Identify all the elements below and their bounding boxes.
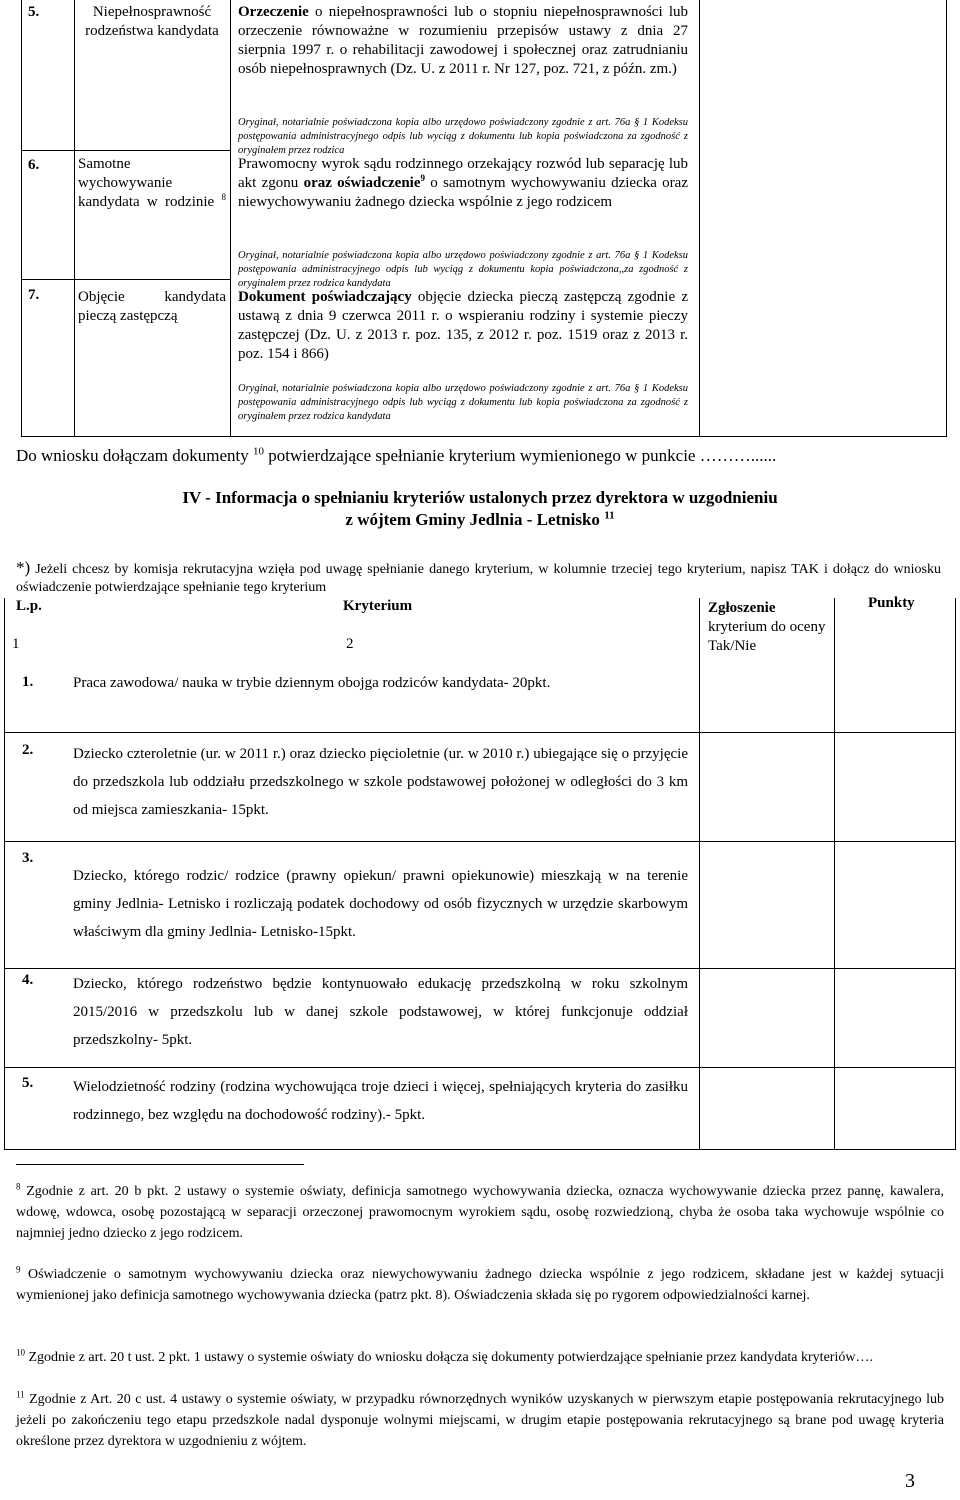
- header-lp: L.p.: [16, 598, 42, 614]
- footnote: [16, 1347, 944, 1368]
- footnote-ref: 8: [221, 192, 226, 202]
- section-title-line: IV - Informacja o spełnianiu kryteriów ustalonych przez dyrektora w uzgodnieniu: [182, 488, 778, 507]
- footnote-number: 9: [16, 1264, 21, 1275]
- header-col-1: 1: [12, 636, 20, 652]
- row-number: 7.: [28, 287, 40, 303]
- required-document: [238, 155, 688, 212]
- table-border: [4, 968, 956, 969]
- attachments-text: potwierdzające spełnianie kryterium wymienionego w punkcie ………......: [264, 446, 777, 465]
- section-title: [0, 487, 960, 531]
- row-number: 5.: [28, 4, 40, 20]
- document-title: Orzeczenie: [238, 4, 309, 20]
- footnote-ref: 9: [420, 173, 425, 183]
- section-title-line: [0, 509, 960, 531]
- footnote-text: Zgodnie z art. 20 b pkt. 2 ustawy o systemie oświaty, definicja samotnego wychowywania dziecka, oznacza wychowywanie dziecka przez pannę, kawalera, wdowę, wdowca, osobę pozostającą w separacji orzeczonej prawomocnym wyrokiem sądu, osobę rozwiedzioną, chyba że osoba taka wychowuje wspólnie co najmniej jedno dziecko z jego rodzicem.: [16, 1184, 945, 1241]
- document-description: o samotnym wychowywaniu dziecka oraz niewychowywaniu żadnego dziecka wspólnie z jego rodzicem: [238, 175, 688, 210]
- footnote: [16, 1264, 944, 1306]
- footnote-text: Zgodnie z Art. 20 c ust. 4 ustawy o systemie oświaty, w przypadku równorzędnych wyników uzyskanych w pierwszym etapie postępowania rekrutacyjnego lub jeżeli po zakończeniu tego etapu przedszkole nadal dysponuje wolnymi miejscami, w drugim etapie postępowania rekrutacyjnego są brane pod uwagę kryteria określone przez dyrektora w uzgodnieniu z wójtem.: [16, 1392, 944, 1449]
- document-description: Prawomocny wyrok sądu rodzinnego orzekający rozwód lub separację lub akt zgonu: [238, 156, 688, 191]
- table-border: [230, 0, 231, 436]
- document-description: o niepełnosprawności lub o stopniu niepełnosprawności lub orzeczenie równoważne w rozumieniu przepisów ustawy z dnia 27 sierpnia 1997 r. o rehabilitacji zawodowej i społecznej oraz zatrudnianiu osób niepełnosprawnych (Dz. U. z 2011 r. Nr 127, poz. 721, z późn. zm.): [238, 4, 688, 77]
- row-number: 4.: [22, 972, 34, 988]
- criterion-text: Dziecko, którego rodzic/ rodzice (prawny opiekun/ prawni opiekunowie) mieszkają w na terenie gminy Jedlnia- Letnisko i rozliczają podatek dochodowy od osób fizycznych w urzędzie skarbowym właściwym dla gminy Jedlnia- Letnisko-15pkt.: [73, 868, 688, 940]
- row-number: 3.: [22, 850, 34, 866]
- table-border: [946, 0, 947, 436]
- footnote-ref: 10: [253, 445, 265, 458]
- footnote-text: Zgodnie z art. 20 t ust. 2 pkt. 1 ustawy o systemie oświaty do wniosku dołącza się dokumenty potwierdzające spełnianie przez kandydata kryteriów….: [28, 1350, 873, 1365]
- table-border: [4, 1067, 956, 1068]
- criterion-name: Objęcie kandydata pieczą zastępczą: [78, 289, 226, 324]
- footnote-ref: 11: [604, 509, 615, 522]
- footnote-number: 10: [16, 1347, 25, 1358]
- footnote: [16, 1389, 944, 1452]
- header-col-2: 2: [346, 636, 354, 652]
- table-border: [699, 0, 700, 436]
- page-number: 3: [905, 1470, 915, 1492]
- header-kryterium: Kryterium: [343, 598, 413, 614]
- footnote-number: 11: [16, 1389, 25, 1400]
- row-number: 2.: [22, 742, 34, 758]
- row-number: 5.: [22, 1075, 34, 1091]
- table-border: [21, 0, 22, 436]
- footnote-separator: [16, 1164, 304, 1165]
- instruction-text: [16, 559, 941, 597]
- criterion-text: Dziecko, którego rodzeństwo będzie kontynuowało edukację przedszkolną w roku szkolnym 2015/2016 w przedszkolu lub w danej szkole podstawowej, w której funkcjonuje oddział przedszkolny- 5pkt.: [73, 976, 688, 1048]
- header-zgloszenie: [708, 599, 828, 656]
- table-border: [4, 1149, 956, 1150]
- table-border: [21, 279, 230, 280]
- footnote-number: 8: [16, 1181, 21, 1192]
- table-border: [74, 0, 75, 436]
- document-title: Dokument poświadczający: [238, 289, 412, 305]
- table-border: [4, 732, 956, 733]
- table-border: [21, 150, 230, 151]
- footnote: [16, 1181, 944, 1244]
- attachments-text: Do wniosku dołączam dokumenty: [16, 446, 254, 465]
- header-zgloszenie-title: Zgłoszenie: [708, 600, 776, 616]
- asterisk-marker: *): [16, 558, 31, 577]
- section-title-text: z wójtem Gminy Jedlnia - Letnisko: [345, 510, 600, 529]
- header-zgloszenie-desc: kryterium do oceny Tak/Nie: [708, 619, 826, 654]
- row-number: 1.: [22, 674, 34, 690]
- criterion-name: [78, 155, 226, 212]
- criterion-text: Dziecko czteroletnie (ur. w 2011 r.) oraz dziecko pięcioletnie (ur. w 2010 r.) ubiegające się o przyjęcie do przedszkola lub oddziału przedszkolnego w szkole podstawowej położonej w odległości do 3 km od miejsca zamieszkania- 15pkt.: [73, 746, 688, 818]
- document-note: Oryginał, notarialnie poświadczona kopia albo urzędowo poświadczony zgodnie z art. 76a § 1 Kodeksu postępowania administracyjnego odpis lub wyciąg z dokumentu lub kopia poświadczona za zgodność z oryginałem przez rodzica: [238, 117, 688, 156]
- required-document: [238, 288, 688, 364]
- criterion-text: Wielodzietność rodziny (rodzina wychowująca troje dzieci i więcej, spełniających kryteria do zasiłku rodzinnego, bez względu na dochodowość rodziny).- 5pkt.: [73, 1079, 688, 1123]
- criterion-name: Niepełnosprawność rodzeństwa kandydata: [85, 4, 219, 39]
- required-document: [238, 3, 688, 79]
- document-title: oraz oświadczenie: [303, 175, 421, 191]
- document-description: objęcie dziecka pieczą zastępczą zgodnie z ustawą z dnia 9 czerwca 2011 r. o wspieraniu rodziny i systemie pieczy zastępczej (Dz. U. z 2013 r. poz. 135, z 2012 r. poz. 1519 oraz z 2013 r. poz. 154 i 866): [238, 289, 689, 362]
- criterion-text: Praca zawodowa/ nauka w trybie dziennym obojga rodziców kandydata- 20pkt.: [73, 675, 551, 691]
- row-number: 6.: [28, 157, 40, 173]
- attachments-statement: [16, 445, 951, 467]
- table-border: [21, 436, 947, 437]
- document-note: Oryginał, notarialnie poświadczona kopia albo urzędowo poświadczony zgodnie z art. 76a § 1 Kodeksu postępowania administracyjnego odpis lub wyciąg z dokumentu kopia poświadczona,,za zgodność z oryginałem przez rodzica kandydata: [238, 250, 688, 289]
- document-note: Oryginał, notarialnie poświadczona kopia albo urzędowo poświadczony zgodnie z art. 76a § 1 Kodeksu postępowania administracyjnego odpis lub wyciąg z dokumentu lub kopia poświadczona za zgodność z oryginałem przez rodzica kandydata: [238, 383, 688, 422]
- table-border: [4, 841, 956, 842]
- criterion-text: Samotne wychowywanie kandydata w rodzinie: [78, 156, 215, 210]
- footnote-text: Oświadczenie o samotnym wychowywaniu dziecka oraz niewychowywaniu żadnego dziecka wspólnie z jego rodzicem, składane jest w każdej sytuacji wymienionej jako definicja samotnego wychowywania dziecka (patrz pkt. 8). Oświadczenia składa się po rygorem odpowiedzialności karnej.: [16, 1267, 945, 1303]
- instruction-body: Jeżeli chcesz by komisja rekrutacyjna wzięła pod uwagę spełnianie danego kryterium, w kolumnie trzeciej tego kryterium, napisz TAK i dołącz do wniosku oświadczenie potwierdzające spełnianie tego kryterium: [16, 562, 941, 595]
- header-punkty: Punkty: [868, 595, 915, 611]
